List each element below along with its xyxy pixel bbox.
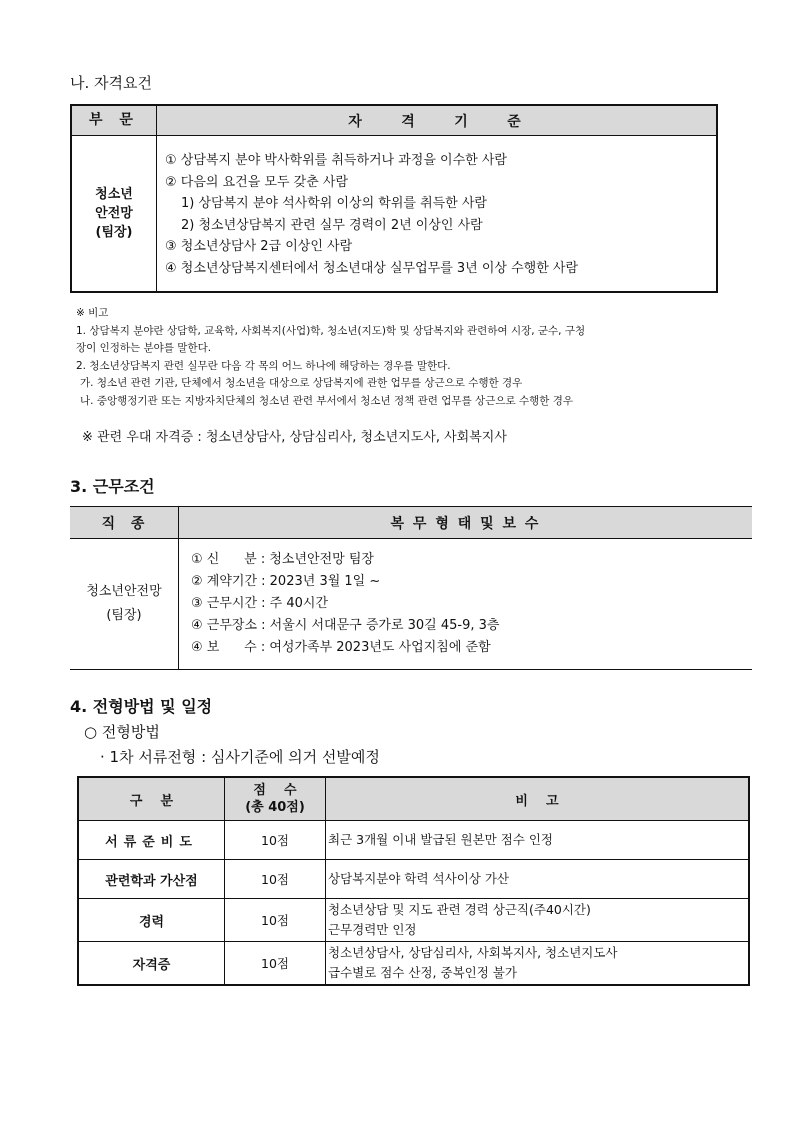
dept-line: 안전망 (95, 206, 133, 221)
header-remark: 비 고 (326, 777, 750, 821)
section-title-selection: 4. 전형방법 및 일정 (70, 697, 213, 716)
remark-line: 근무경력만 인정 (328, 922, 417, 937)
header-score (225, 777, 326, 821)
table-row (71, 136, 717, 293)
note-line: 나. 중앙행정기관 또는 지방자치단체의 청소년 관련 부서에서 청소년 정책 관련 업무를 상근으로 수행한 경우 (80, 394, 574, 407)
qualifications-table (70, 104, 718, 293)
note-line: 2. 청소년상담복지 관련 실무란 다음 각 목의 어느 하나에 해당하는 경우를 말한다. (76, 359, 451, 372)
table-row (78, 942, 749, 986)
header-category: 구 분 (78, 777, 225, 821)
note-line: 장이 인정하는 분야를 말한다. (76, 342, 212, 354)
criteria-cell (157, 136, 718, 293)
table-header-row (78, 777, 749, 821)
remark-cell (326, 942, 750, 986)
preferred-cert-note: ※ 관련 우대 자격증 : 청소년상담사, 상담심리사, 청소년지도사, 사회복지사 (82, 430, 507, 445)
criteria-item: ② 다음의 요건을 모두 갖춘 사람 (165, 174, 349, 190)
criteria-subitem: 1) 상담복지 분야 석사학위 이상의 학위를 취득한 사람 (181, 196, 487, 211)
table-row (78, 860, 749, 899)
table-row (70, 539, 752, 670)
criteria-subitem: 2) 청소년상담복지 관련 실무 경력이 2년 이상인 사람 (181, 217, 483, 233)
header-score-line: (총 40점) (245, 800, 305, 815)
terms-cell (179, 539, 753, 670)
terms-item: ③ 근무시간 : 주 40시간 (191, 596, 329, 611)
terms-item: ④ 근무장소 : 서울시 서대문구 증가로 30길 45-9, 3층 (191, 618, 500, 633)
criteria-item: ④ 청소년상담복지센터에서 청소년대상 실무업무를 3년 이상 수행한 사람 (165, 260, 579, 276)
category-cell: 경력 (78, 899, 225, 942)
remark-line: 청소년상담사, 상담심리사, 사회복지사, 청소년지도사 (328, 945, 618, 960)
work-conditions-table (70, 506, 752, 670)
table-row (78, 821, 749, 860)
category-cell: 서류준비도 (78, 821, 225, 860)
criteria-item: ① 상담복지 분야 박사학위를 취득하거나 과정을 이수한 사람 (165, 153, 507, 168)
note-line: 가. 청소년 관련 기관, 단체에서 청소년을 대상으로 상담복지에 관한 업무를 상근으로 수행한 경우 (80, 377, 523, 389)
remark-line: 상담복지분야 학력 석사이상 가산 (328, 871, 509, 886)
header-dept: 부 문 (71, 105, 157, 136)
table-header-row (70, 507, 752, 539)
table-header-row (71, 105, 717, 136)
remark-cell (326, 821, 750, 860)
dept-cell (71, 136, 157, 293)
notes-block (76, 305, 736, 410)
job-cell (70, 539, 179, 670)
remark-line: 최근 3개월 이내 발급된 원본만 점수 인정 (328, 832, 553, 847)
remark-line: 청소년상담 및 지도 관련 경력 상근직(주40시간) (328, 902, 591, 917)
dept-line: (팀장) (95, 225, 133, 240)
job-line: (팀장) (106, 608, 142, 623)
score-cell: 10점 (225, 899, 326, 942)
remark-line: 급수별로 점수 산정, 중복인정 불가 (328, 965, 517, 980)
score-cell: 10점 (225, 942, 326, 986)
job-line: 청소년안전망 (86, 584, 162, 599)
terms-item: ④ 보 수 : 여성가족부 2023년도 사업지침에 준함 (191, 640, 491, 655)
category-cell: 관련학과 가산점 (78, 860, 225, 899)
header-criteria: 자 격 기 준 (157, 105, 718, 136)
first-round-label: · 1차 서류전형 : 심사기준에 의거 선발예정 (100, 748, 380, 766)
table-row (78, 899, 749, 942)
section-title-qualifications: 나. 자격요건 (70, 74, 152, 92)
screening-criteria-table (77, 776, 750, 986)
header-terms: 복 무 형 태 및 보 수 (179, 507, 753, 539)
terms-item: ① 신 분 : 청소년안전망 팀장 (191, 552, 374, 567)
remark-cell (326, 899, 750, 942)
category-cell: 자격증 (78, 942, 225, 986)
notes-title: ※ 비고 (76, 307, 109, 319)
header-job: 직 종 (70, 507, 179, 539)
remark-cell (326, 860, 750, 899)
criteria-item: ③ 청소년상담사 2급 이상인 사람 (165, 239, 353, 254)
selection-method-label: ○ 전형방법 (84, 723, 160, 741)
header-score-line: 점 수 (253, 783, 297, 798)
score-cell: 10점 (225, 821, 326, 860)
note-line: 1. 상담복지 분야란 상담학, 교육학, 사회복지(사업)학, 청소년(지도)학 및 상담복지와 관련하여 시장, 군수, 구청 (76, 324, 586, 337)
section-title-work-conditions: 3. 근무조건 (70, 477, 155, 496)
terms-item: ② 계약기간 : 2023년 3월 1일 ~ (191, 574, 381, 589)
score-cell: 10점 (225, 860, 326, 899)
dept-line: 청소년 (95, 187, 133, 202)
